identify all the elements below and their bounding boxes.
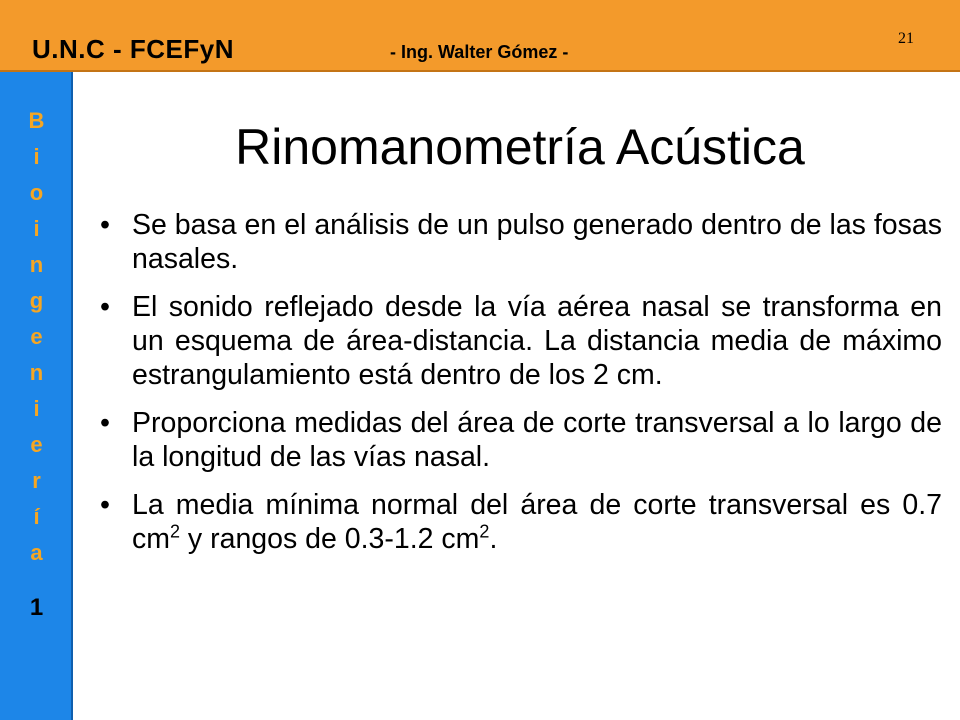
bullet-text-part: . (489, 523, 498, 555)
bullet-dot: • (100, 489, 110, 521)
sidebar-letter: o (29, 180, 44, 205)
page-number: 21 (898, 30, 914, 47)
sidebar-letter: e (30, 432, 43, 457)
bullet-text: El sonido reflejado desde la vía aérea nasal se transforma en un esquema de área-distancia. La distancia media de máximo estrangulamiento está dentro de los 2 cm. (132, 291, 942, 391)
bullet-text-part: y rangos de 0.3-1.2 cm (180, 523, 480, 555)
institution-label: U.N.C - FCEFyN (32, 34, 234, 64)
sidebar-letter: r (32, 468, 41, 493)
bullet-item (100, 488, 942, 556)
author-label: - Ing. Walter Gómez - (390, 42, 569, 62)
bullet-list (100, 208, 942, 570)
sidebar-letter: i (33, 216, 40, 241)
bullet-text: Proporciona medidas del área de corte transversal a lo largo de la longitud de las vías nasal. (132, 407, 942, 473)
bullet-text: Se basa en el análisis de un pulso generado dentro de las fosas nasales. (132, 209, 942, 275)
sidebar-letter: e (30, 324, 43, 349)
sidebar-letter: a (30, 540, 43, 565)
sidebar-letter: í (33, 504, 40, 529)
sidebar-letter: i (33, 396, 40, 421)
sidebar-letter: g (29, 288, 44, 313)
bullet-item (100, 406, 942, 474)
bullet-dot: • (100, 291, 110, 323)
bullet-item (100, 208, 942, 276)
sidebar-letter: n (29, 252, 44, 277)
slide-title: Rinomanometría Acústica (235, 119, 805, 175)
header-bar (0, 0, 960, 72)
bullet-dot: • (100, 209, 110, 241)
sidebar-letter: n (29, 360, 44, 385)
sidebar-letter: B (28, 108, 45, 133)
bullet-text-part: La media mínima normal del área de corte transversal es 0.7 cm (132, 489, 942, 555)
sidebar (0, 72, 73, 720)
superscript: 2 (479, 521, 490, 542)
sidebar-letter: i (33, 144, 40, 169)
bullet-item (100, 290, 942, 392)
sidebar-number: 1 (29, 594, 44, 621)
bullet-dot: • (100, 407, 110, 439)
superscript: 2 (170, 521, 181, 542)
